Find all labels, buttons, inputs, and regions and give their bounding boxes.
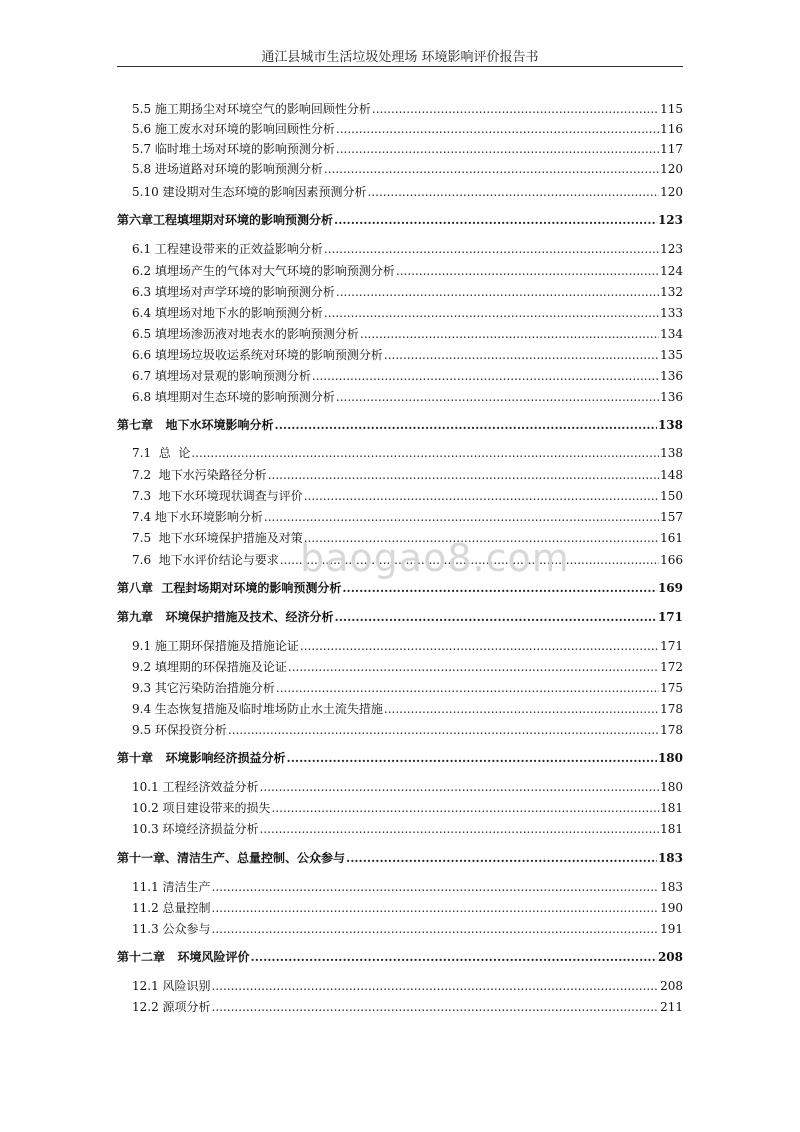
toc-entry-title: 7.4 地下水环境影响分析 <box>132 510 263 524</box>
toc-entry-title: 第七章 地下水环境影响分析 <box>117 418 274 432</box>
toc-page-number: 115 <box>660 102 683 116</box>
toc-section-entry[interactable] <box>132 700 683 718</box>
toc-entry-title: 第八章 工程封场期对环境的影响预测分析 <box>117 581 342 595</box>
toc-leader-dots <box>275 416 657 434</box>
page-header-title: 通江县城市生活垃圾处理场 环境影响评价报告书 <box>261 50 539 65</box>
toc-entry-title: 6.2 填埋场产生的气体对大气环境的影响预测分析 <box>132 264 395 278</box>
toc-section-entry[interactable] <box>132 799 683 817</box>
toc-leader-dots <box>334 211 657 229</box>
toc-entry-title: 9.5 环保投资分析 <box>132 723 227 737</box>
watermark: baogao8.com <box>300 536 570 580</box>
toc-entry-title: 5.8 进场道路对环境的影响预测分析 <box>132 162 323 176</box>
toc-entry-title: 第十一章、清洁生产、总量控制、公众参与 <box>117 851 346 865</box>
toc-entry-title: 第九章 环境保护措施及技术、经济分析 <box>117 610 334 624</box>
toc-leader-dots <box>304 487 659 505</box>
toc-page-number: 171 <box>657 610 683 624</box>
toc-page-number: 181 <box>660 822 683 836</box>
toc-page-number: 211 <box>660 1000 683 1014</box>
toc-page-number: 134 <box>660 327 683 341</box>
toc-page-number: 191 <box>660 922 683 936</box>
toc-section-entry[interactable] <box>132 778 683 796</box>
toc-entry-title: 5.5 施工期扬尘对环境空气的影响回顾性分析 <box>132 102 371 116</box>
toc-section-entry[interactable] <box>132 388 683 406</box>
header-rule <box>117 66 683 67</box>
toc-entry-title: 6.6 填埋场垃圾收运系统对环境的影响预测分析 <box>132 348 383 362</box>
toc-chapter-entry[interactable] <box>117 948 683 966</box>
toc-page-number: 180 <box>657 751 683 765</box>
toc-section-entry[interactable] <box>132 100 683 118</box>
toc-leader-dots <box>264 508 659 526</box>
toc-entry-title: 12.2 源项分析 <box>132 1000 211 1014</box>
toc-section-entry[interactable] <box>132 551 683 569</box>
toc-leader-dots <box>212 920 660 938</box>
toc-leader-dots <box>212 977 660 995</box>
toc-entry-title: 7.6 地下水评价结论与要求 <box>132 553 279 567</box>
toc-page-number: 183 <box>660 880 683 894</box>
toc-chapter-entry[interactable] <box>117 211 683 229</box>
toc-page-number: 166 <box>660 553 683 567</box>
toc-section-entry[interactable] <box>132 304 683 322</box>
toc-page-number: 123 <box>660 242 683 256</box>
toc-section-entry[interactable] <box>132 977 683 995</box>
toc-entry-title: 7.2 地下水污染路径分析 <box>132 468 267 482</box>
toc-leader-dots <box>396 262 659 280</box>
toc-section-entry[interactable] <box>132 466 683 484</box>
toc-section-entry[interactable] <box>132 878 683 896</box>
toc-section-entry[interactable] <box>132 658 683 676</box>
toc-leader-dots <box>324 160 659 178</box>
toc-page-number: 208 <box>660 979 683 993</box>
toc-leader-dots <box>346 849 657 867</box>
toc-entry-title: 7.5 地下水环境保护措施及对策 <box>132 531 303 545</box>
toc-entry-title: 12.1 风险识别 <box>132 979 211 993</box>
toc-page-number: 124 <box>660 264 683 278</box>
toc-entry-title: 7.1 总 论 <box>132 446 191 460</box>
toc-entry-title: 10.1 工程经济效益分析 <box>132 780 259 794</box>
toc-page-number: 172 <box>660 660 683 674</box>
toc-entry-title: 9.3 其它污染防治措施分析 <box>132 681 275 695</box>
toc-leader-dots <box>324 240 659 258</box>
toc-entry-title: 6.1 工程建设带来的正效益影响分析 <box>132 242 323 256</box>
toc-section-entry[interactable] <box>132 529 683 547</box>
toc-page-number: 178 <box>660 702 683 716</box>
toc-chapter-entry[interactable] <box>117 849 683 867</box>
toc-section-entry[interactable] <box>132 240 683 258</box>
toc-chapter-entry[interactable] <box>117 608 683 626</box>
toc-leader-dots <box>384 700 659 718</box>
toc-entry-title: 7.3 地下水环境现状调查与评价 <box>132 489 303 503</box>
toc-section-entry[interactable] <box>132 721 683 739</box>
toc-page-number: 136 <box>660 369 683 383</box>
toc-section-entry[interactable] <box>132 679 683 697</box>
toc-leader-dots <box>336 283 659 301</box>
toc-page-number: 169 <box>657 581 683 595</box>
toc-section-entry[interactable] <box>132 637 683 655</box>
toc-section-entry[interactable] <box>132 820 683 838</box>
toc-page-number: 120 <box>660 162 683 176</box>
toc-page-number: 136 <box>660 390 683 404</box>
toc-leader-dots <box>342 579 657 597</box>
toc-page-number: 116 <box>660 122 683 136</box>
toc-entry-title: 11.3 公众参与 <box>132 922 211 936</box>
toc-leader-dots <box>260 778 660 796</box>
toc-page-number: 190 <box>660 901 683 915</box>
toc-leader-dots <box>360 325 659 343</box>
toc-leader-dots <box>300 637 659 655</box>
toc-entry-title: 第十章 环境影响经济损益分析 <box>117 751 286 765</box>
toc-leader-dots <box>272 799 660 817</box>
toc-entry-title: 5.6 施工废水对环境的影响回顾性分析 <box>132 122 335 136</box>
toc-section-entry[interactable] <box>132 120 683 138</box>
toc-entry-title: 6.7 填埋场对景观的影响预测分析 <box>132 369 311 383</box>
toc-entry-title: 5.10 建设期对生态环境的影响因素预测分析 <box>132 185 367 199</box>
toc-chapter-entry[interactable] <box>117 579 683 597</box>
toc-page-number: 157 <box>660 510 683 524</box>
toc-leader-dots <box>212 998 660 1016</box>
toc-section-entry[interactable] <box>132 183 683 201</box>
toc-leader-dots <box>336 140 659 158</box>
toc-chapter-entry[interactable] <box>117 416 683 434</box>
toc-entry-title: 11.2 总量控制 <box>132 901 211 915</box>
toc-page-number: 180 <box>660 780 683 794</box>
toc-leader-dots <box>268 466 659 484</box>
toc-page-number: 181 <box>660 801 683 815</box>
toc-leader-dots <box>191 444 659 462</box>
toc-page-number: 148 <box>660 468 683 482</box>
toc-page-number: 150 <box>660 489 683 503</box>
toc-entry-title: 5.7 临时堆土场对环境的影响预测分析 <box>132 142 335 156</box>
toc-page-number: 183 <box>657 851 683 865</box>
toc-leader-dots <box>312 367 659 385</box>
toc-leader-dots <box>212 878 660 896</box>
toc-page-number: 133 <box>660 306 683 320</box>
toc-entry-title: 6.4 填埋场对地下水的影响预测分析 <box>132 306 323 320</box>
toc-section-entry[interactable] <box>132 899 683 917</box>
toc-leader-dots <box>384 346 659 364</box>
toc-page-number: 138 <box>657 418 683 432</box>
toc-section-entry[interactable] <box>132 262 683 280</box>
toc-page-number: 132 <box>660 285 683 299</box>
toc-page-number: 161 <box>660 531 683 545</box>
toc-leader-dots <box>260 820 660 838</box>
toc-page-number: 175 <box>660 681 683 695</box>
toc-section-entry[interactable] <box>132 346 683 364</box>
toc-section-entry[interactable] <box>132 283 683 301</box>
toc-entry-title: 10.3 环境经济损益分析 <box>132 822 259 836</box>
toc-entry-title: 9.4 生态恢复措施及临时堆场防止水土流失措施 <box>132 702 383 716</box>
toc-section-entry[interactable] <box>132 325 683 343</box>
toc-leader-dots <box>336 120 659 138</box>
toc-section-entry[interactable] <box>132 508 683 526</box>
toc-page-number: 117 <box>660 142 683 156</box>
toc-entry-title: 第十二章 环境风险评价 <box>117 950 250 964</box>
toc-section-entry[interactable] <box>132 920 683 938</box>
toc-entry-title: 6.5 填埋场渗沥液对地表水的影响预测分析 <box>132 327 359 341</box>
toc-entry-title: 第六章工程填埋期对环境的影响预测分析 <box>117 213 334 227</box>
toc-section-entry[interactable] <box>132 998 683 1016</box>
toc-leader-dots <box>324 304 659 322</box>
toc-entry-title: 9.2 填埋期的环保措施及论证 <box>132 660 287 674</box>
toc-leader-dots <box>372 100 659 118</box>
toc-page-number: 208 <box>657 950 683 964</box>
toc-section-entry[interactable] <box>132 367 683 385</box>
toc-page-number: 135 <box>660 348 683 362</box>
toc-leader-dots <box>228 721 659 739</box>
toc-leader-dots <box>276 679 659 697</box>
toc-section-entry[interactable] <box>132 487 683 505</box>
toc-leader-dots <box>280 551 659 569</box>
toc-page-number: 138 <box>660 446 683 460</box>
toc-leader-dots <box>251 948 657 966</box>
toc-leader-dots <box>287 749 657 767</box>
toc-entry-title: 6.8 填埋期对生态环境的影响预测分析 <box>132 390 335 404</box>
toc-entry-title: 11.1 清洁生产 <box>132 880 211 894</box>
toc-leader-dots <box>288 658 659 676</box>
toc-leader-dots <box>336 388 659 406</box>
toc-page-number: 123 <box>657 213 683 227</box>
toc-section-entry[interactable] <box>132 140 683 158</box>
toc-page-number: 120 <box>660 185 683 199</box>
toc-page-number: 178 <box>660 723 683 737</box>
toc-leader-dots <box>212 899 660 917</box>
toc-entry-title: 6.3 填埋场对声学环境的影响预测分析 <box>132 285 335 299</box>
toc-leader-dots <box>368 183 660 201</box>
toc-leader-dots <box>335 608 657 626</box>
toc-entry-title: 9.1 施工期环保措施及措施论证 <box>132 639 299 653</box>
toc-chapter-entry[interactable] <box>117 749 683 767</box>
toc-section-entry[interactable] <box>132 160 683 178</box>
toc-page-number: 171 <box>660 639 683 653</box>
toc-entry-title: 10.2 项目建设带来的损失 <box>132 801 271 815</box>
toc-leader-dots <box>304 529 659 547</box>
toc-section-entry[interactable] <box>132 444 683 462</box>
